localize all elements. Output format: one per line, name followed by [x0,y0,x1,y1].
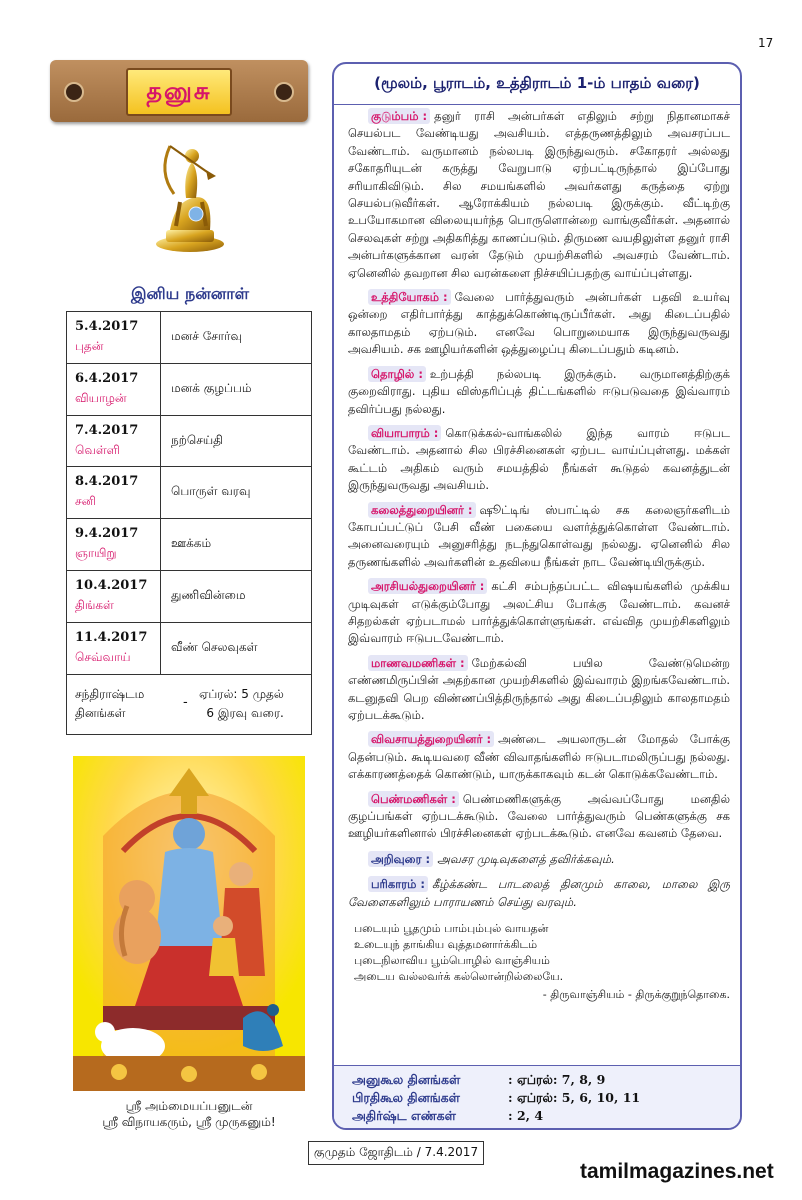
section-label: உத்தியோகம் : [368,289,451,305]
zodiac-title: தனுசு [146,76,212,105]
section-text: மேற்கல்வி பயில வேண்டுமென்ற எண்ணமிருப்பின் அதற்கான முயற்சிகளில் இவ்வாரம் இறங்கவேண்டாம். கடனுதவி பெற விண்ணப்பித்திருந்தால் அது கிடைப்பதிலும் காலதாமதம் ஏற்படக்கூடும். [348,655,730,722]
advice [348,851,730,868]
zodiac-name-plate [50,60,308,122]
remedy [348,876,730,911]
day-date: 10.4.2017 [75,578,148,593]
day-meaning: பொருள் வரவு [171,484,251,498]
day-weekday: சனி [75,494,96,508]
day-row [67,571,311,623]
day-date: 8.4.2017 [75,474,139,489]
section-text: கொடுக்கல்-வாங்கலில் இந்த வாரம் ஈடுபட வேண்டாம். அதனால் சில பிரச்சினைகள் ஏற்பட வாய்ப்புள்ளது. மக்கள் கூட்டம் அதிகம் வரும் சமயத்தில் நீங்கள் கூடுதல் கவனத்துடன் இருந்துவருவது அவசியம். [348,425,730,493]
day-date: 6.4.2017 [75,371,139,386]
section-family [348,108,730,282]
section-text: தனுர் ராசி அன்பர்கள் எதிலும் சற்று நிதானமாகச் செயல்பட வேண்டியது அவசியம். எத்தருணத்திலும் அவசரப்பட வேண்டாம். வருமானம் நல்லபடி இருந்துவரும். சகோதரர் அல்லது சகோதரியுடன் கருத்து வேறுபாடு ஏற்பட்டிருந்தால் இப்போது சரியாகிவிடும். சில சமயங்களில் அவர்களது கருத்தை ஏற்று செயல்படுவீர்கள். ஆரோக்கியம் நல்லபடி இருக்கும். வீட்டிற்கு உபயோகமான விலையுயர்ந்த பொருளொன்றை வாங்குவீர்கள். அதனால் செலவுகள் சற்று அதிகரித்து காணப்படும். திருமண வயதிலுள்ள தனுர் ராசி அன்பர்களுக்கான வரன் தேடும் முயற்சிகளில் அவசரம் வேண்டாம். ஏனெனில் தவறான சில வரன்களை நிச்சயிப்பதற்கு வாய்ப்புள்ளது. [348,109,730,280]
day-meaning: நற்செய்தி [171,433,223,447]
remedy-text: கீழ்க்கண்ட பாடலைத் தினமும் காலை, மாலை இரு வேளைகளிலும் பாராயணம் செய்து வரவும். [348,877,730,909]
day-row [67,519,311,571]
advice-text: அவசர முடிவுகளைத் தவிர்க்கவும். [437,851,615,866]
verse-source: - திருவாஞ்சியம் - திருக்குறுந்தொகை. [542,988,730,1002]
favorable-days: அனுகூல தினங்கள் : ஏப்ரல்: 7, 8, 9 [352,1072,606,1087]
verse [354,921,730,1003]
day-row [67,623,311,675]
section-label: தொழில் : [368,366,426,382]
chandrashtama-dash: - [183,695,188,710]
section-agriculture [348,731,730,783]
section-industry [348,366,730,418]
day-date: 9.4.2017 [75,526,139,541]
day-weekday: ஞாயிறு [75,546,117,560]
section-business [348,425,730,495]
section-label: பெண்மணிகள் : [368,791,459,807]
day-meaning: வீண் செலவுகள் [171,640,258,654]
verse-line: புடைநிலாவிய பூம்பொழில் வாஞ்சியம் [354,954,550,968]
plate-hole-right [274,82,294,102]
zodiac-title-box [126,68,232,116]
section-label: அரசியல்துறையினர் : [368,578,487,594]
remedy-label: பரிகாரம் : [368,876,428,892]
day-row [67,416,311,467]
day-meaning: மனக் குழப்பம் [171,381,252,395]
day-weekday: வியாழன் [75,391,127,405]
predictions-body [348,108,730,1003]
panel-header: (மூலம், பூராடம், உத்திராடம் 1-ம் பாதம் வரை) [334,64,740,105]
section-text: கட்சி சம்பந்தப்பட்ட விஷயங்களில் முக்கிய முடிவுகள் எடுக்கும்போது அலட்சிய போக்கு வேண்டாம். கவனச் சிதறல்கள் ஏற்படாமல் பார்த்துக்கொள்ளுங்கள். எவ்வித முயற்சிகளிலும் இவ்வாரம் ஈடுபடவேண்டாம். [348,579,730,646]
section-employment [348,289,730,359]
lucky-numbers: அதிர்ஷ்ட எண்கள் : 2, 4 [352,1108,544,1123]
verse-line: உடையுந் தாங்கிய வுத்தமனார்க்கிடம் [354,938,538,952]
day-row [67,467,311,519]
section-politics [348,578,730,648]
section-label: வியாபாரம் : [368,425,441,441]
advice-label: அறிவுரை : [368,851,433,867]
section-label: கலைத்துறையினர் : [368,502,476,518]
section-text: அண்டை அயலாருடன் மோதல் போக்கு தென்படும். கூடியவரை வீண் விவாதங்களில் ஈடுபடாமலிருப்பது நல்லது. எக்காரணத்தைக் கொண்டும், யாருக்காகவும் கடன் கொடுக்கவேண்டாம். [348,732,730,782]
chandrashtama-label: சந்திராஷ்டம தினங்கள் [75,687,145,720]
day-weekday: செவ்வாய் [75,650,131,664]
section-text: வேலை பார்த்துவரும் அன்பர்கள் பதவி உயர்வு ஒன்றை எதிர்பார்த்து காத்துக்கொண்டிருப்பீர்கள். அது கிடைப்பதில் காலதாமதம் ஏற்படும். எனவே பொறுமையாக இருந்துவருவது அவசியம். சக ஊழியர்களின் ஒத்துழைப்பு கிடைப்பதும் கடினம். [348,290,730,357]
section-label: குடும்பம் : [368,108,430,124]
day-date: 5.4.2017 [75,319,139,334]
day-row [67,312,311,364]
section-arts [348,502,730,572]
day-meaning: துணிவின்மை [171,588,246,602]
magazine-footer: குமுதம் ஜோதிடம் / 7.4.2017 [308,1141,484,1165]
good-days-title: இனிய நன்னாள் [130,284,250,303]
favorable-days-box [334,1065,740,1128]
good-days-table [66,311,312,735]
day-meaning: ஊக்கம் [171,536,212,550]
day-date: 7.4.2017 [75,423,139,438]
day-weekday: வெள்ளி [75,443,120,457]
section-text: ஷூட்டிங் ஸ்பாட்டில் சக கலைஞர்களிடம் கோபப்பட்டுப் பேசி வீண் பகையை வளர்த்துக்கொள்ள வேண்டாம். அனைவரையும் அனுசரித்து நடந்துகொள்வது நல்லது. ஏனெனில் சில தருணங்களில் அவர்களின் உதவியை நீங்கள் நாட வேண்டியிருக்கும். [348,502,730,569]
unfavorable-days: பிரதிகூல தினங்கள் : ஏப்ரல்: 5, 6, 10, 11 [352,1090,641,1105]
section-text: உற்பத்தி நல்லபடி இருக்கும். வருமானத்திற்குக் குறைவிராது. புதிய விஸ்தரிப்புத் திட்டங்களில் ஈடுபடுவதை இவ்வாரம் தவிர்ப்பது நல்லது. [348,366,730,416]
section-label: மாணவமணிகள் : [368,655,468,671]
deity-caption: ஸ்ரீ அம்மையப்பனுடன் ஸ்ரீ விநாயகரும், ஸ்ரீ முருகனும்! [102,1099,276,1129]
section-students [348,655,730,725]
verse-line: படையும் பூதமும் பாம்பும்புல் வாயதன் [354,922,549,936]
chandrashtama-row [67,675,311,735]
section-text: பெண்மணிகளுக்கு அவ்வப்போது மனதில் குழப்பங்கள் ஏற்படக்கூடும். வேலை பார்த்துவரும் பெண்களுக்கு சக ஊழியர்களினால் பிரச்சினைகள் ஏற்படக்கூடும். எனவே கவனம் தேவை. [348,791,730,841]
day-weekday: புதன் [75,339,104,353]
site-watermark: tamilmagazines.net [580,1160,774,1183]
day-meaning: மனச் சோர்வு [171,329,242,343]
verse-line: அடைய வல்லவர்க் கல்லொன்றில்லையே. [354,970,564,984]
day-date: 11.4.2017 [75,630,148,645]
page-number: 17 [758,36,774,50]
sagittarius-emblem-icon [140,132,240,257]
section-women [348,791,730,843]
day-weekday: திங்கள் [75,598,114,612]
predictions-panel [332,62,742,1130]
day-row [67,364,311,416]
section-label: விவசாயத்துறையினர் : [368,731,494,747]
deity-image [73,756,305,1091]
plate-hole-left [64,82,84,102]
chandrashtama-value: ஏப்ரல்: 5 முதல் 6 இரவு வரை. [199,687,284,720]
